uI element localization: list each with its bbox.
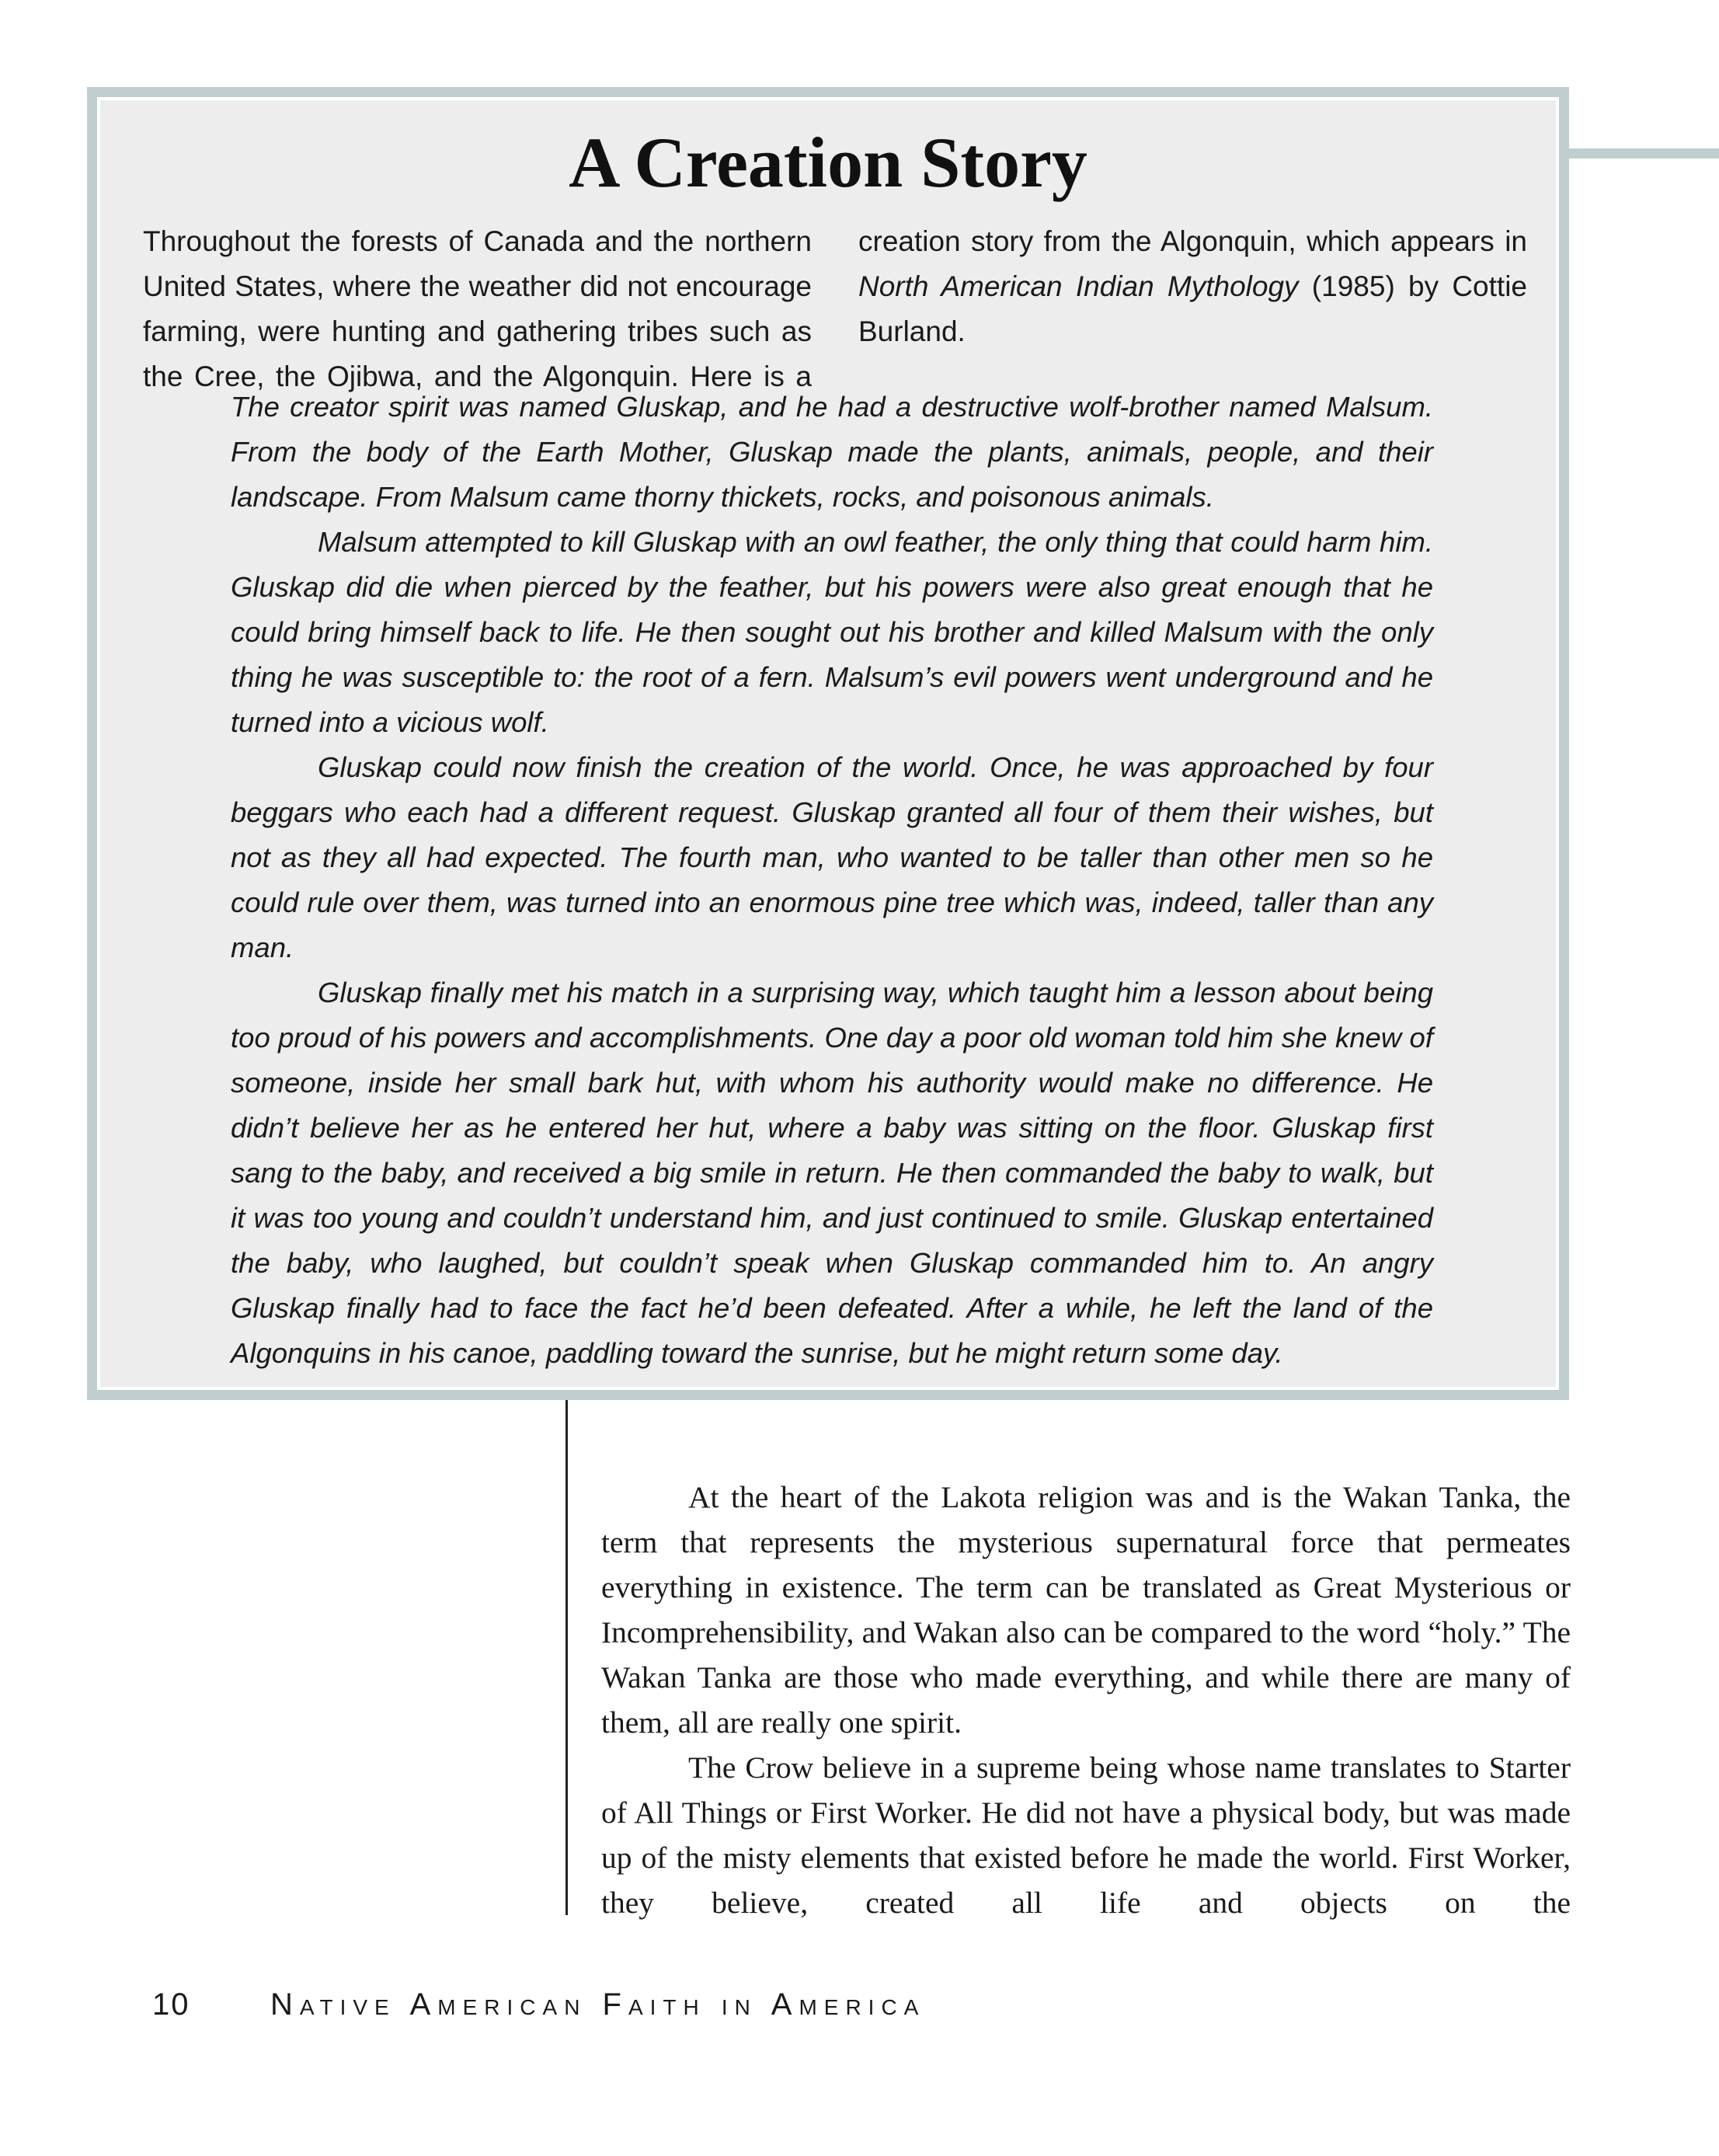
main-body-text [601,1475,1571,1925]
sidebar-intro [143,219,1527,399]
body-paragraph: The Crow believe in a supreme being whose name translates to Starter of All Things or First Worker. He did not have a physical body, but was made up of the misty elements that existed before he made the world. First Worker, they believe, created all life and objects on the [601,1750,1571,1920]
page-footer [152,1987,925,2022]
page-number: 10 [152,1987,190,2022]
body-paragraph: At the heart of the Lakota religion was and is the Wakan Tanka, the term that represents the mysterious supernatural force that permeates everything in existence. The term can be translated as Great Mysterious or Incomprehensibility, and Wakan also can be compared to the word “holy.” The Wakan Tanka are those who made everything, and while there are many of them, all are really one spirit. [601,1480,1571,1740]
running-head: Native American Faith in America [270,1987,926,2022]
story-paragraph: Malsum attempted to kill Gluskap with an owl feather, the only thing that could harm him. Gluskap did die when pierced by the feather, but his powers were also great enough that he could bring himself back to life. He then sought out his brother and killed Malsum with the only thing he was susceptible to: the root of a fern. Malsum’s evil powers went underground and he turned into a vicious wolf. [231,526,1433,738]
intro-book-title: North American Indian Mythology [858,270,1299,302]
intro-text-end: (1985) by Cottie Burland. [858,270,1527,347]
creation-story [231,385,1433,1376]
sidebar-box [87,87,1569,1400]
intro-paragraph [143,219,1527,399]
intro-text: Throughout the forests of Canada and the northern United States, where the weather did not encourage farming, were hunting and gathering tribes such as the Cree, the Ojibwa, and the Algonquin. Here is a creation story from the Algonquin, which appears in [143,225,1527,392]
column-divider [565,1400,568,1915]
story-paragraph: Gluskap could now finish the creation of the world. Once, he was approached by four beggars who each had a different request. Gluskap granted all four of them their wishes, but not as they all had expected. The fourth man, who wanted to be taller than other men so he could rule over them, was turned into an enormous pine tree which was, indeed, taller than any man. [231,751,1433,963]
sidebar-tab-rule [1569,148,1719,158]
story-paragraph: The creator spirit was named Gluskap, and he had a destructive wolf-brother named Malsum. From the body of the Earth Mother, Gluskap made the plants, animals, people, and their landscape. From Malsum came thorny thickets, rocks, and poisonous animals. [231,391,1433,513]
sidebar-title: A Creation Story [569,123,1087,202]
story-paragraph: Gluskap finally met his match in a surprising way, which taught him a lesson about being too proud of his powers and accomplishments. One day a poor old woman told him she knew of someone, inside her small bark hut, with whom his authority would make no difference. He didn’t believe her as he entered her hut, where a baby was sitting on the floor. Gluskap first sang to the baby, and received a big smile in return. He then commanded the baby to walk, but it was too young and couldn’t understand him, and just continued to smile. Gluskap entertained the baby, who laughed, but couldn’t speak when Gluskap commanded him to. An angry Gluskap finally had to face the fact he’d been defeated. After a while, he left the land of the Algonquins in his canoe, paddling toward the sunrise, but he might return some day. [231,977,1433,1369]
sidebar-panel [97,97,1559,1390]
